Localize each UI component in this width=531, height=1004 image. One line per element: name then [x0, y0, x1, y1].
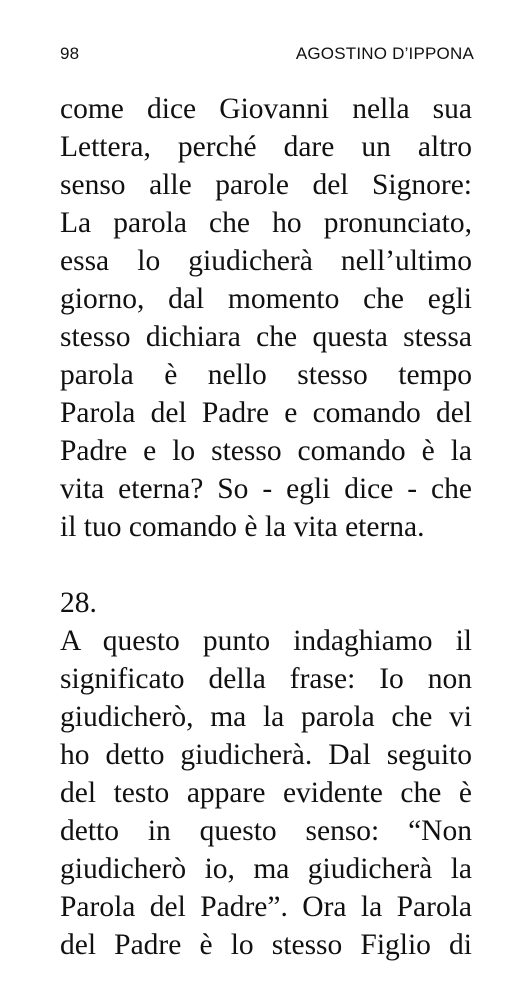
- paragraph-1: [60, 90, 472, 546]
- text-line: giorno, dal momento che egli: [60, 283, 472, 315]
- text-line: Padre e lo stesso comando è la: [60, 435, 472, 467]
- paragraph-gap: [60, 546, 472, 584]
- text-line: parola è nello stesso tempo: [60, 359, 472, 391]
- page-header: [60, 40, 474, 68]
- text-line: A questo punto indaghiamo il: [60, 625, 472, 657]
- text-line: giudicherò, ma la parola che vi: [60, 701, 472, 733]
- text-line: vita eterna? So - egli dice - che: [60, 473, 472, 505]
- text-line: ho detto giudicherà. Dal seguito: [60, 739, 472, 771]
- text-line: stesso dichiara che questa stessa: [60, 321, 472, 353]
- text-line: come dice Giovanni nella sua: [60, 93, 472, 125]
- text-line: detto in questo senso: “Non: [60, 815, 472, 847]
- section-number: 28.: [60, 587, 97, 619]
- running-title: AGOSTINO D’IPPONA: [295, 44, 474, 63]
- text-line: Parola del Padre”. Ora la Parola: [60, 891, 472, 923]
- text-line: Lettera, perché dare un altro: [60, 131, 472, 163]
- text-line: essa lo giudicherà nell’ultimo: [60, 245, 472, 277]
- text-line: il tuo comando è la vita eterna.: [60, 511, 425, 543]
- text-line: senso alle parole del Signore:: [60, 169, 472, 201]
- paragraph-2: [60, 622, 472, 964]
- text-line: del Padre è lo stesso Figlio di: [60, 929, 472, 961]
- text-line: significato della frase: Io non: [60, 663, 472, 695]
- body-text: [60, 90, 472, 964]
- text-line: del testo appare evidente che è: [60, 777, 472, 809]
- text-line: Parola del Padre e comando del: [60, 397, 472, 429]
- text-line: La parola che ho pronunciato,: [60, 207, 472, 239]
- text-line: giudicherò io, ma giudicherà la: [60, 853, 472, 885]
- page-number: 98: [60, 44, 80, 63]
